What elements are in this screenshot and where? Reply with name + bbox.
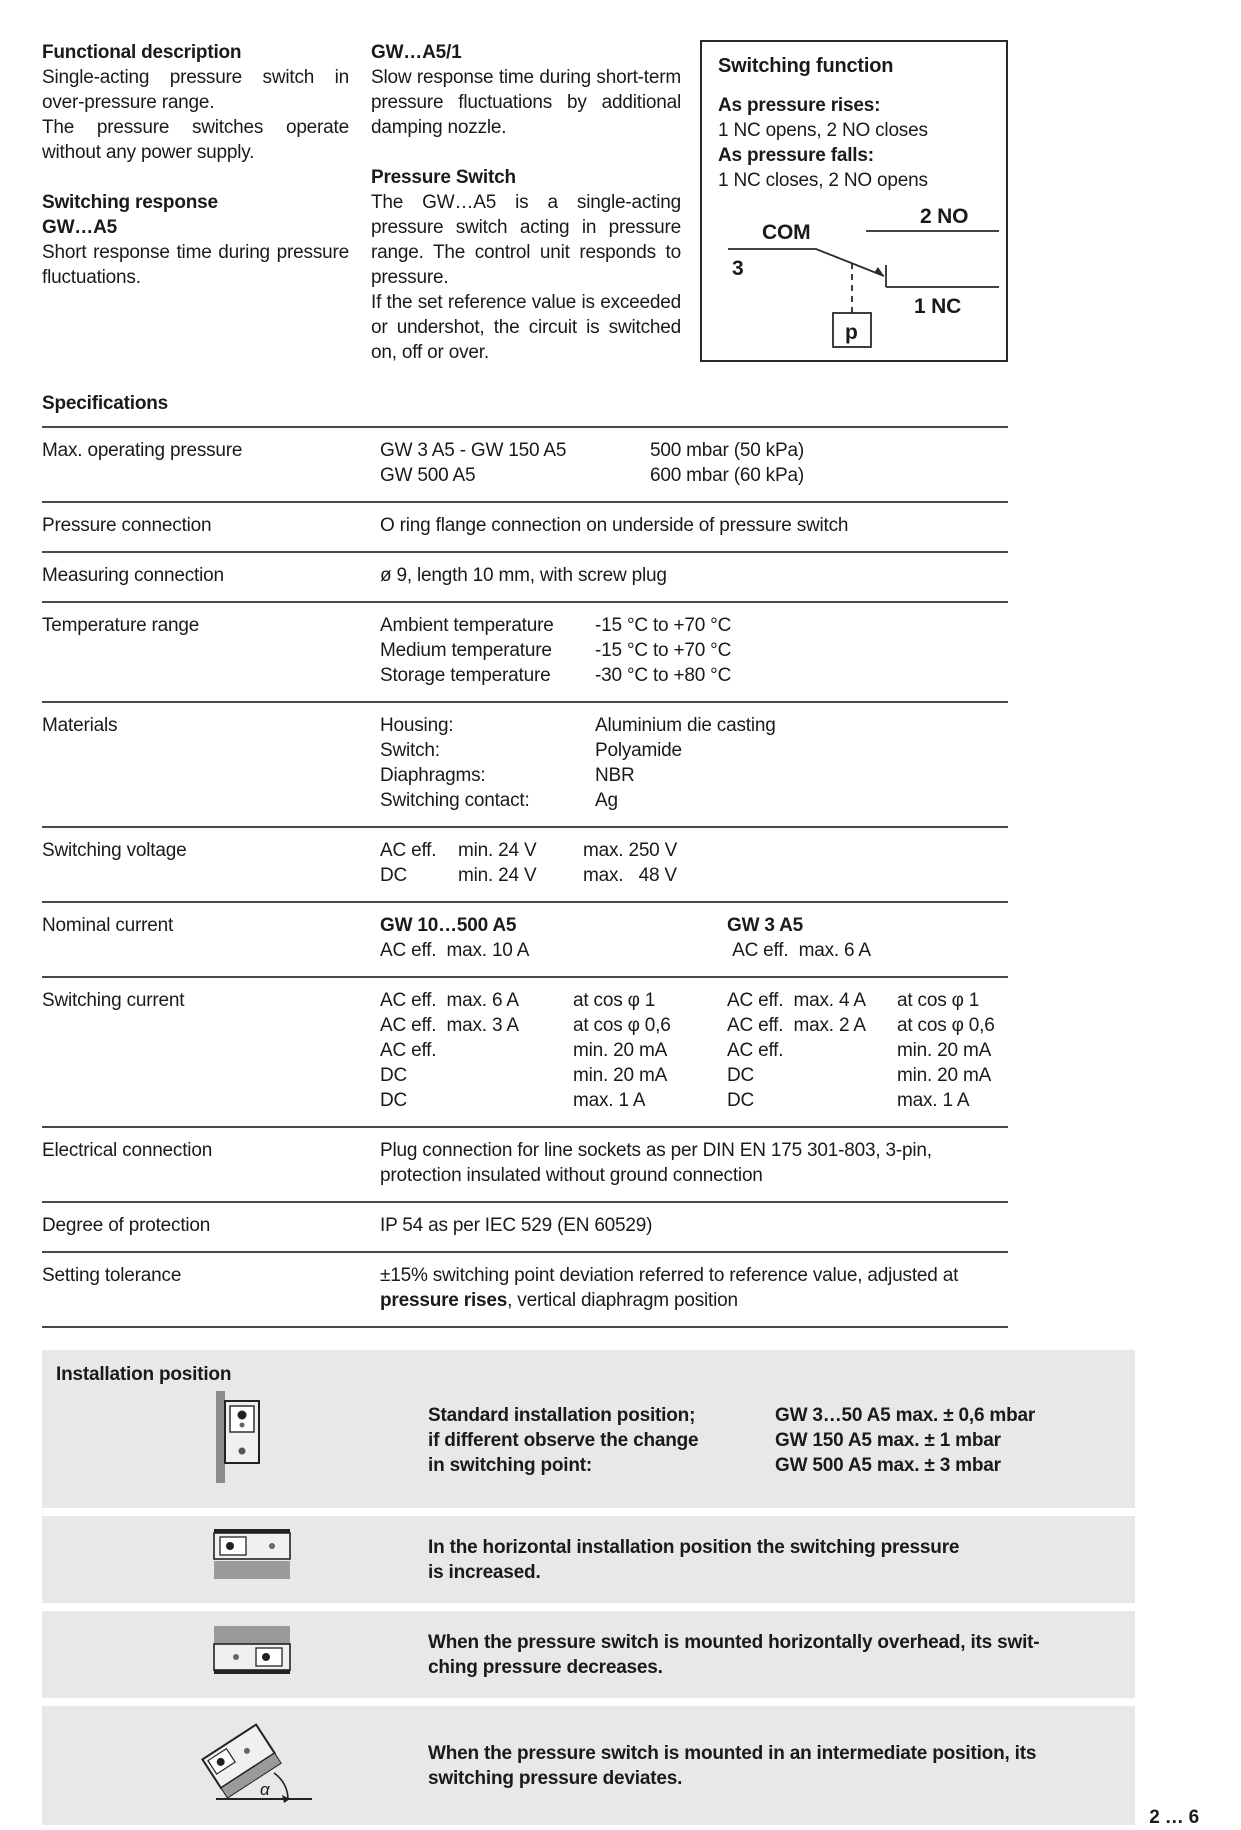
switch-horizontal-icon [212,1527,428,1592]
spec-row-temperature-range [42,601,1008,701]
note-line: if different observe the change [428,1430,699,1451]
functional-description-column [42,40,349,365]
temperature-name: Ambient temperature [380,615,554,636]
switching-function-box [700,40,1008,362]
nominal-current-value: AC eff. max. 10 A [380,940,530,961]
spec-row-degree-of-protection [42,1201,1008,1251]
temperature-name: Medium temperature [380,640,552,661]
spec-row-max-operating-pressure [42,426,1008,501]
pressure-symbol: p [845,321,858,344]
table-bottom-rule [42,1326,1008,1328]
datasheet-page [0,40,1241,1828]
note-line: ching pressure decreases. [428,1656,663,1678]
switch-overhead-icon [212,1622,428,1687]
functional-description-heading: Functional description [42,42,242,63]
material-value: Ag [595,790,618,811]
current-condition: at cos φ 1 [573,990,656,1011]
temperature-value: -15 °C to +70 °C [595,640,732,661]
spec-label: Electrical connection [42,1140,213,1161]
spec-row-setting-tolerance [42,1251,1008,1326]
page-reference: 2 … 6 [1149,1807,1199,1828]
setting-tolerance-text: , vertical diaphragm position [507,1290,738,1311]
current-type: AC eff. [380,840,437,861]
current-rating: AC eff. max. 4 A [727,990,866,1011]
current-rating: DC [380,1065,408,1086]
spec-row-nominal-current [42,901,1008,976]
model-a51-text: Slow response time during short-term pressure fluctuations by additional damping nozzle. [371,67,681,138]
installation-note [428,1535,1128,1585]
spec-label: Max. operating pressure [42,440,243,461]
temperature-value: -15 °C to +70 °C [595,615,732,636]
installation-tolerances [775,1403,1135,1478]
spec-value [380,1263,1008,1313]
spec-value: ø 9, length 10 mm, with screw plug [380,565,667,586]
temperature-value: -30 °C to +80 °C [595,665,732,686]
spec-value: O ring flange connection on underside of pressure switch [380,515,849,536]
spec-value [380,713,1008,813]
pressure-value: 600 mbar (60 kPa) [650,465,804,486]
pressure-switch-heading: Pressure Switch [371,167,516,188]
installation-note [428,1630,1128,1680]
current-rating: DC [727,1065,755,1086]
switching-contact-diagram [718,197,1002,349]
switching-function-title: Switching function [718,55,894,77]
material-part: Switch: [380,740,440,761]
note-line: is increased. [428,1561,541,1583]
material-part: Diaphragms: [380,765,486,786]
current-rating: AC eff. [727,1040,784,1061]
spec-label: Switching current [42,990,185,1011]
installation-band-horizontal [42,1516,1135,1603]
voltage-min: min. 24 V [458,865,537,886]
current-rating: AC eff. max. 2 A [727,1015,866,1036]
current-condition: max. 1 A [897,1090,970,1111]
spec-label: Setting tolerance [42,1265,182,1286]
spec-row-materials [42,701,1008,826]
voltage-max: max. 250 V [583,840,678,861]
spec-row-switching-current [42,976,1008,1126]
current-condition: at cos φ 0,6 [573,1015,671,1036]
spec-value [380,838,1008,888]
nominal-current-group [380,913,727,963]
com-label: COM [762,221,811,244]
note-line: When the pressure switch is mounted horizontally overhead, its swit- [428,1631,1040,1653]
alpha-angle-label: α [260,1780,270,1799]
switching-response-text: Short response time during pressure fluctuations. [42,242,349,288]
switching-response-model: GW…A5 [42,217,118,238]
current-rating: DC [380,1090,408,1111]
installation-band-overhead [42,1611,1135,1698]
note-line: switching pressure deviates. [428,1767,683,1789]
intro-section [42,40,1008,365]
setting-tolerance-text: ±15% switching point deviation referred to reference value, adjusted at [380,1265,959,1286]
installation-row [42,1527,1135,1592]
spec-label: Measuring connection [42,565,224,586]
spec-value [380,613,1008,688]
spec-row-electrical-connection [42,1126,1008,1201]
material-value: Aluminium die casting [595,715,776,736]
tolerance-line: GW 3…50 A5 max. ± 0,6 mbar [775,1405,1036,1426]
current-rating: AC eff. max. 3 A [380,1015,519,1036]
note-line: in switching point: [428,1455,593,1476]
switch-tilted-icon [212,1717,428,1814]
specifications-heading: Specifications [42,393,169,414]
current-condition: min. 20 mA [573,1040,668,1061]
voltage-max: max. 48 V [583,865,677,886]
spec-value [380,913,1008,963]
pressure-falls-text: 1 NC closes, 2 NO opens [718,170,928,191]
spec-row-switching-voltage [42,826,1008,901]
note-line: In the horizontal installation position the switching pressure [428,1536,960,1558]
tolerance-line: GW 500 A5 max. ± 3 mbar [775,1455,1001,1476]
nominal-current-group [727,913,1008,963]
com-lever-line [728,249,884,276]
current-condition: min. 20 mA [573,1065,668,1086]
pressure-value: 500 mbar (50 kPa) [650,440,804,461]
functional-description-text-1: Single-acting pressure switch in over-pressure range. [42,67,349,113]
pressure-rises-label: As pressure rises: [718,95,881,116]
spec-label: Nominal current [42,915,174,936]
functional-description-text-2: The pressure switches operate without any power supply. [42,117,349,163]
no-contact-label: 2 NO [920,205,969,228]
current-condition: at cos φ 1 [897,990,980,1011]
current-rating: AC eff. max. 6 A [380,990,519,1011]
spec-row-pressure-connection [42,501,1008,551]
pressure-rises-text: 1 NC opens, 2 NO closes [718,120,928,141]
installation-note [428,1403,775,1478]
spec-value: IP 54 as per IEC 529 (EN 60529) [380,1215,653,1236]
spacer [371,140,681,165]
model-range: GW 3 A5 - GW 150 A5 [380,440,567,461]
note-line: Standard installation position; [428,1405,696,1426]
installation-row [42,1717,1135,1814]
material-value: NBR [595,765,635,786]
installation-position-section [42,1350,1135,1825]
nominal-current-value: AC eff. max. 6 A [727,940,871,961]
model-range: GW 500 A5 [380,465,476,486]
spec-value [380,438,1008,488]
spacer [42,165,349,190]
temperature-name: Storage temperature [380,665,551,686]
installation-position-heading: Installation position [56,1364,232,1385]
spec-label: Degree of protection [42,1215,211,1236]
current-type: DC [380,865,408,886]
current-condition: min. 20 mA [897,1065,992,1086]
spec-label: Temperature range [42,615,200,636]
tolerance-line: GW 150 A5 max. ± 1 mbar [775,1430,1001,1451]
installation-row [42,1622,1135,1687]
note-line: When the pressure switch is mounted in an intermediate position, its [428,1742,1037,1764]
nc-contact-label: 1 NC [914,295,962,318]
model-group-title: GW 10…500 A5 [380,915,517,936]
com-pin-number: 3 [732,257,744,280]
spec-value [380,988,1008,1113]
switch-vertical-icon [212,1389,428,1492]
pressure-switch-text-2: If the set reference value is exceeded or undershot, the circuit is switched on, off or over. [371,292,681,363]
spec-value: Plug connection for line sockets as per DIN EN 175 301-803, 3-pin, protection insulated without ground connection [380,1140,932,1186]
spec-label: Materials [42,715,118,736]
model-a51-heading: GW…A5/1 [371,42,462,63]
current-rating: DC [727,1090,755,1111]
spec-label: Pressure connection [42,515,212,536]
spec-row-measuring-connection [42,551,1008,601]
spec-label: Switching voltage [42,840,187,861]
installation-note [428,1741,1128,1791]
installation-band-standard [42,1350,1135,1508]
setting-tolerance-bold: pressure rises [380,1290,508,1311]
switching-response-heading: Switching response [42,192,218,213]
current-rating: AC eff. [380,1040,437,1061]
current-condition: min. 20 mA [897,1040,992,1061]
voltage-min: min. 24 V [458,840,537,861]
current-condition: at cos φ 0,6 [897,1015,995,1036]
material-value: Polyamide [595,740,682,761]
model-group-title: GW 3 A5 [727,915,804,936]
model-description-column [371,40,681,365]
specifications-section [42,391,1008,1328]
installation-row [42,1389,1135,1492]
pressure-falls-label: As pressure falls: [718,145,874,166]
material-part: Switching contact: [380,790,530,811]
current-condition: max. 1 A [573,1090,646,1111]
material-part: Housing: [380,715,454,736]
pressure-switch-text-1: The GW…A5 is a single-acting pressure switch acting in pressure range. The control unit responds to pressure. [371,192,681,288]
